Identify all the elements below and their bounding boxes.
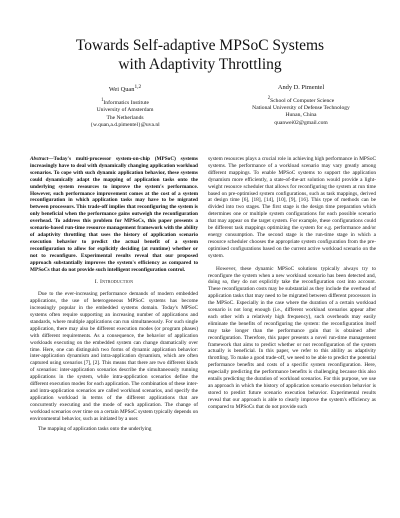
abstract — [30, 156, 198, 273]
affiliation-line: National University of Defense Technology — [252, 105, 350, 112]
affiliation-line: $^1$Informatics Institute — [101, 98, 149, 107]
author-name: Wei Quan$^{1,2}$ — [108, 84, 142, 94]
author-email: quanwei02@gmail.com — [274, 119, 328, 126]
right-column — [208, 156, 376, 414]
paragraph: Due to the ever-increasing performance demands of modern embedded applications, the use of heterogeneous MPSoC systems has become increasingly popular in the embedded systems domain. Today's MPSoC systems often require supporting an increasing number of applications and standards, where multiple applications can run simultaneously. For such single application, there may also be different execution modes (or program phases) with different requirements. As a consequence, the behavior of application workloads executing on the embedded system can change dramatically over time. Here, one can distinguish two forms of dynamic application behavior: inter-application dynamism and intra-application dynamism, which are often captured using scenarios [7], [2]. This means that there are two different kinds of scenarios: inter-application scenarios describe the simultaneously running applications in the system, while intra-application scenarios define the different execution modes for each application. The combination of these inter- and intra-application scenarios are called workload scenarios, and specify the application workload in terms of the different applications that are concurrently executing and the mode of each application. The change of workload scenarios over time on a certain MPSoC system typically depends on environmental behavior, such as initiated by a user. — [30, 291, 198, 422]
author-email: {w.quan,a.d.pimentel}@uva.nl — [90, 121, 160, 128]
title-line-1: Towards Self-adaptive MPSoC Systems — [75, 37, 325, 54]
affiliation-line: The Netherlands — [106, 114, 144, 121]
affiliation-line: $^2$School of Computer Science — [267, 96, 335, 105]
left-column — [30, 156, 198, 435]
affiliation-line: University of Amsterdam — [96, 107, 154, 114]
paragraph: However, these dynamic MPSoC solutions typically always try to reconfigure the system when a new workload scenario has been detected and, doing so, they do not explicitly take the reconfiguration cost into account. These reconfiguration costs may be substantial as they include the overhead of application tasks that may need to be migrated between different processors in the MPSoC. Especially in the case where the duration of a certain workload scenario is not long enough (i.e., different workload scenarios appear after each other with a relatively high frequency), such overheads may easily eliminate the benefits of reconfiguring the system: the reconfiguration itself may take longer than the performance gain that is obtained after reconfiguration. Therefore, this paper presents a novel run-time management framework that aims to predict whether or not reconfiguration of the system actually is beneficial. In this paper, we refer to this ability as adaptivity throttling. To make a good trade-off, we need to be able to predict the potential performance benefits and costs of a specific system reconfiguration. Here, especially predicting the performance benefits is challenging because this also entails predicting the duration of workload scenarios. For this purpose, we use an approach in which the history of application scenario execution behavior is stored to predict future scenario execution behavior. Experimental results reveal that our approach is able to clearly improve the system's efficiency as compared to MPSoCs that do not provide such — [208, 265, 376, 410]
title-line-2: with Adaptivity Throttling — [118, 56, 282, 73]
abstract-label: Abstract — [30, 156, 49, 162]
author-name: Andy D. Pimentel — [277, 84, 325, 91]
author-left — [30, 84, 220, 129]
affiliation-line: Hunan, China — [285, 112, 317, 119]
author-right — [206, 84, 396, 127]
abstract-text: —Today's multi-processor system-on-chip (MPSoC) systems increasingly have to deal with dynamically changing application workload scenarios. To cope with such dynamic application behavior, these systems could dynamically adapt the mapping of application tasks onto the underlying system resources to improve the system's performance. However, such performance improvement comes at the cost of a system reconfiguration in which application tasks may have to be migrated between processors. This trade-off implies that reconfiguring the system is only beneficial when the performance gains outweigh the reconfiguration overhead. To address this problem for MPSoCs, this paper presents a scenario-based run-time resource management framework with the ability of adaptivity throttling that uses the history of application scenario execution behavior to predict the actual benefit of a system reconfiguration to allow for explicitly deciding (at runtime) whether or not to reconfigure. Experimental results reveal that our proposed approach substantially improves the system's efficiency as compared to MPSoCs that do not provide such intelligent reconfiguration control. — [30, 156, 198, 273]
paragraph: system resources plays a crucial role in achieving high performance in MPSoC systems. The performance of a workload scenario may vary greatly among different mappings. To enable MPSoC systems to support the application dynamism more efficiently, a state-of-the-art solution would provide a light-weight resource scheduler that allows for reconfiguring the system at run time based on pre-optimised system configurations, such as task mappings, derived at design time [6], [18], [14], [10], [9], [16]. This type of methods can be divided into two stages. The first stage is the design time preparation which determines one or multiple system configurations for each possible scenario that may appear on the target system. For example, these configurations could be different task mappings optimizing the system for e.g. performance and/or energy consumption. The second stage is the run-time stage in which a resource scheduler chooses the appropriate system configuration from the pre-optimised configurations based on the current active workload scenario on the system. — [208, 156, 376, 259]
paragraph: The mapping of application tasks onto the underlying — [38, 425, 152, 432]
paper-title — [0, 36, 400, 74]
section-heading: I. Introduction — [94, 279, 134, 286]
